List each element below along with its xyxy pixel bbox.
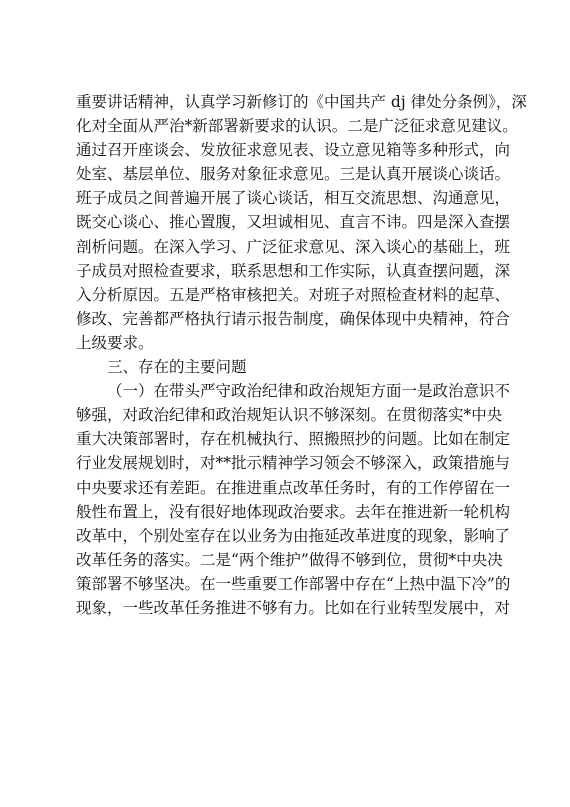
text-line: 既交心谈心、推心置腹，又坦诚相见、直言不讳。四是深入查摆	[76, 213, 511, 232]
text-line: 修改、完善都严格执行请示报告制度，确保体现中央精神，符合	[76, 309, 511, 328]
text-line: 入分析原因。五是严格审核把关。对班子对照检查材料的起草、	[76, 285, 511, 304]
text-line: 改革中，个别处室存在以业务为由拖延改革进度的现象，影响了	[76, 526, 511, 545]
text-line: 处室、基层单位、服务对象征求意见。三是认真开展谈心谈话。	[76, 165, 511, 184]
subsection-heading: （一）在带头严守政治纪律和政治规矩方面一是政治意识不	[107, 382, 511, 401]
document-body	[76, 90, 527, 620]
text-line: 现象，一些改革任务推进不够有力。比如在行业转型发展中，对	[76, 598, 511, 617]
text-line: 通过召开座谈会、发放征求意见表、设立意见箱等多种形式，向	[76, 141, 511, 160]
text-line: 够强，对政治纪律和政治规矩认识不够深刻。在贯彻落实*中央	[76, 406, 503, 425]
text-line: 重大决策部署时，存在机械执行、照搬照抄的问题。比如在制定	[76, 430, 511, 449]
section-heading: 三、存在的主要问题	[107, 358, 247, 377]
text-line: 化对全面从严治*新部署新要求的认识。二是广泛征求意见建议。	[76, 117, 518, 136]
text-line: 般性布置上，没有很好地体现政治要求。去年在推进新一轮机构	[76, 502, 511, 521]
text-line: 中央要求还有差距。在推进重点改革任务时，有的工作停留在一	[76, 478, 511, 497]
text-line: 班子成员之间普遍开展了谈心谈话，相互交流思想、沟通意见，	[76, 189, 511, 208]
text-line: 上级要求。	[76, 333, 154, 352]
text-line: 改革任务的落实。二是“两个维护”做得不够到位，贯彻*中央决	[76, 550, 503, 569]
text-line: 剖析问题。在深入学习、广泛征求意见、深入谈心的基础上，班	[76, 237, 511, 256]
text-line: 策部署不够坚决。在一些重要工作部署中存在“上热中温下冷”的	[76, 574, 511, 593]
text-line: 行业发展规划时，对**批示精神学习领会不够深入，政策措施与	[76, 454, 511, 473]
text-line: 重要讲话精神，认真学习新修订的《中国共产 dj 律处分条例》，深	[76, 93, 527, 111]
text-line: 子成员对照检查要求，联系思想和工作实际，认真查摆问题，深	[76, 261, 511, 280]
